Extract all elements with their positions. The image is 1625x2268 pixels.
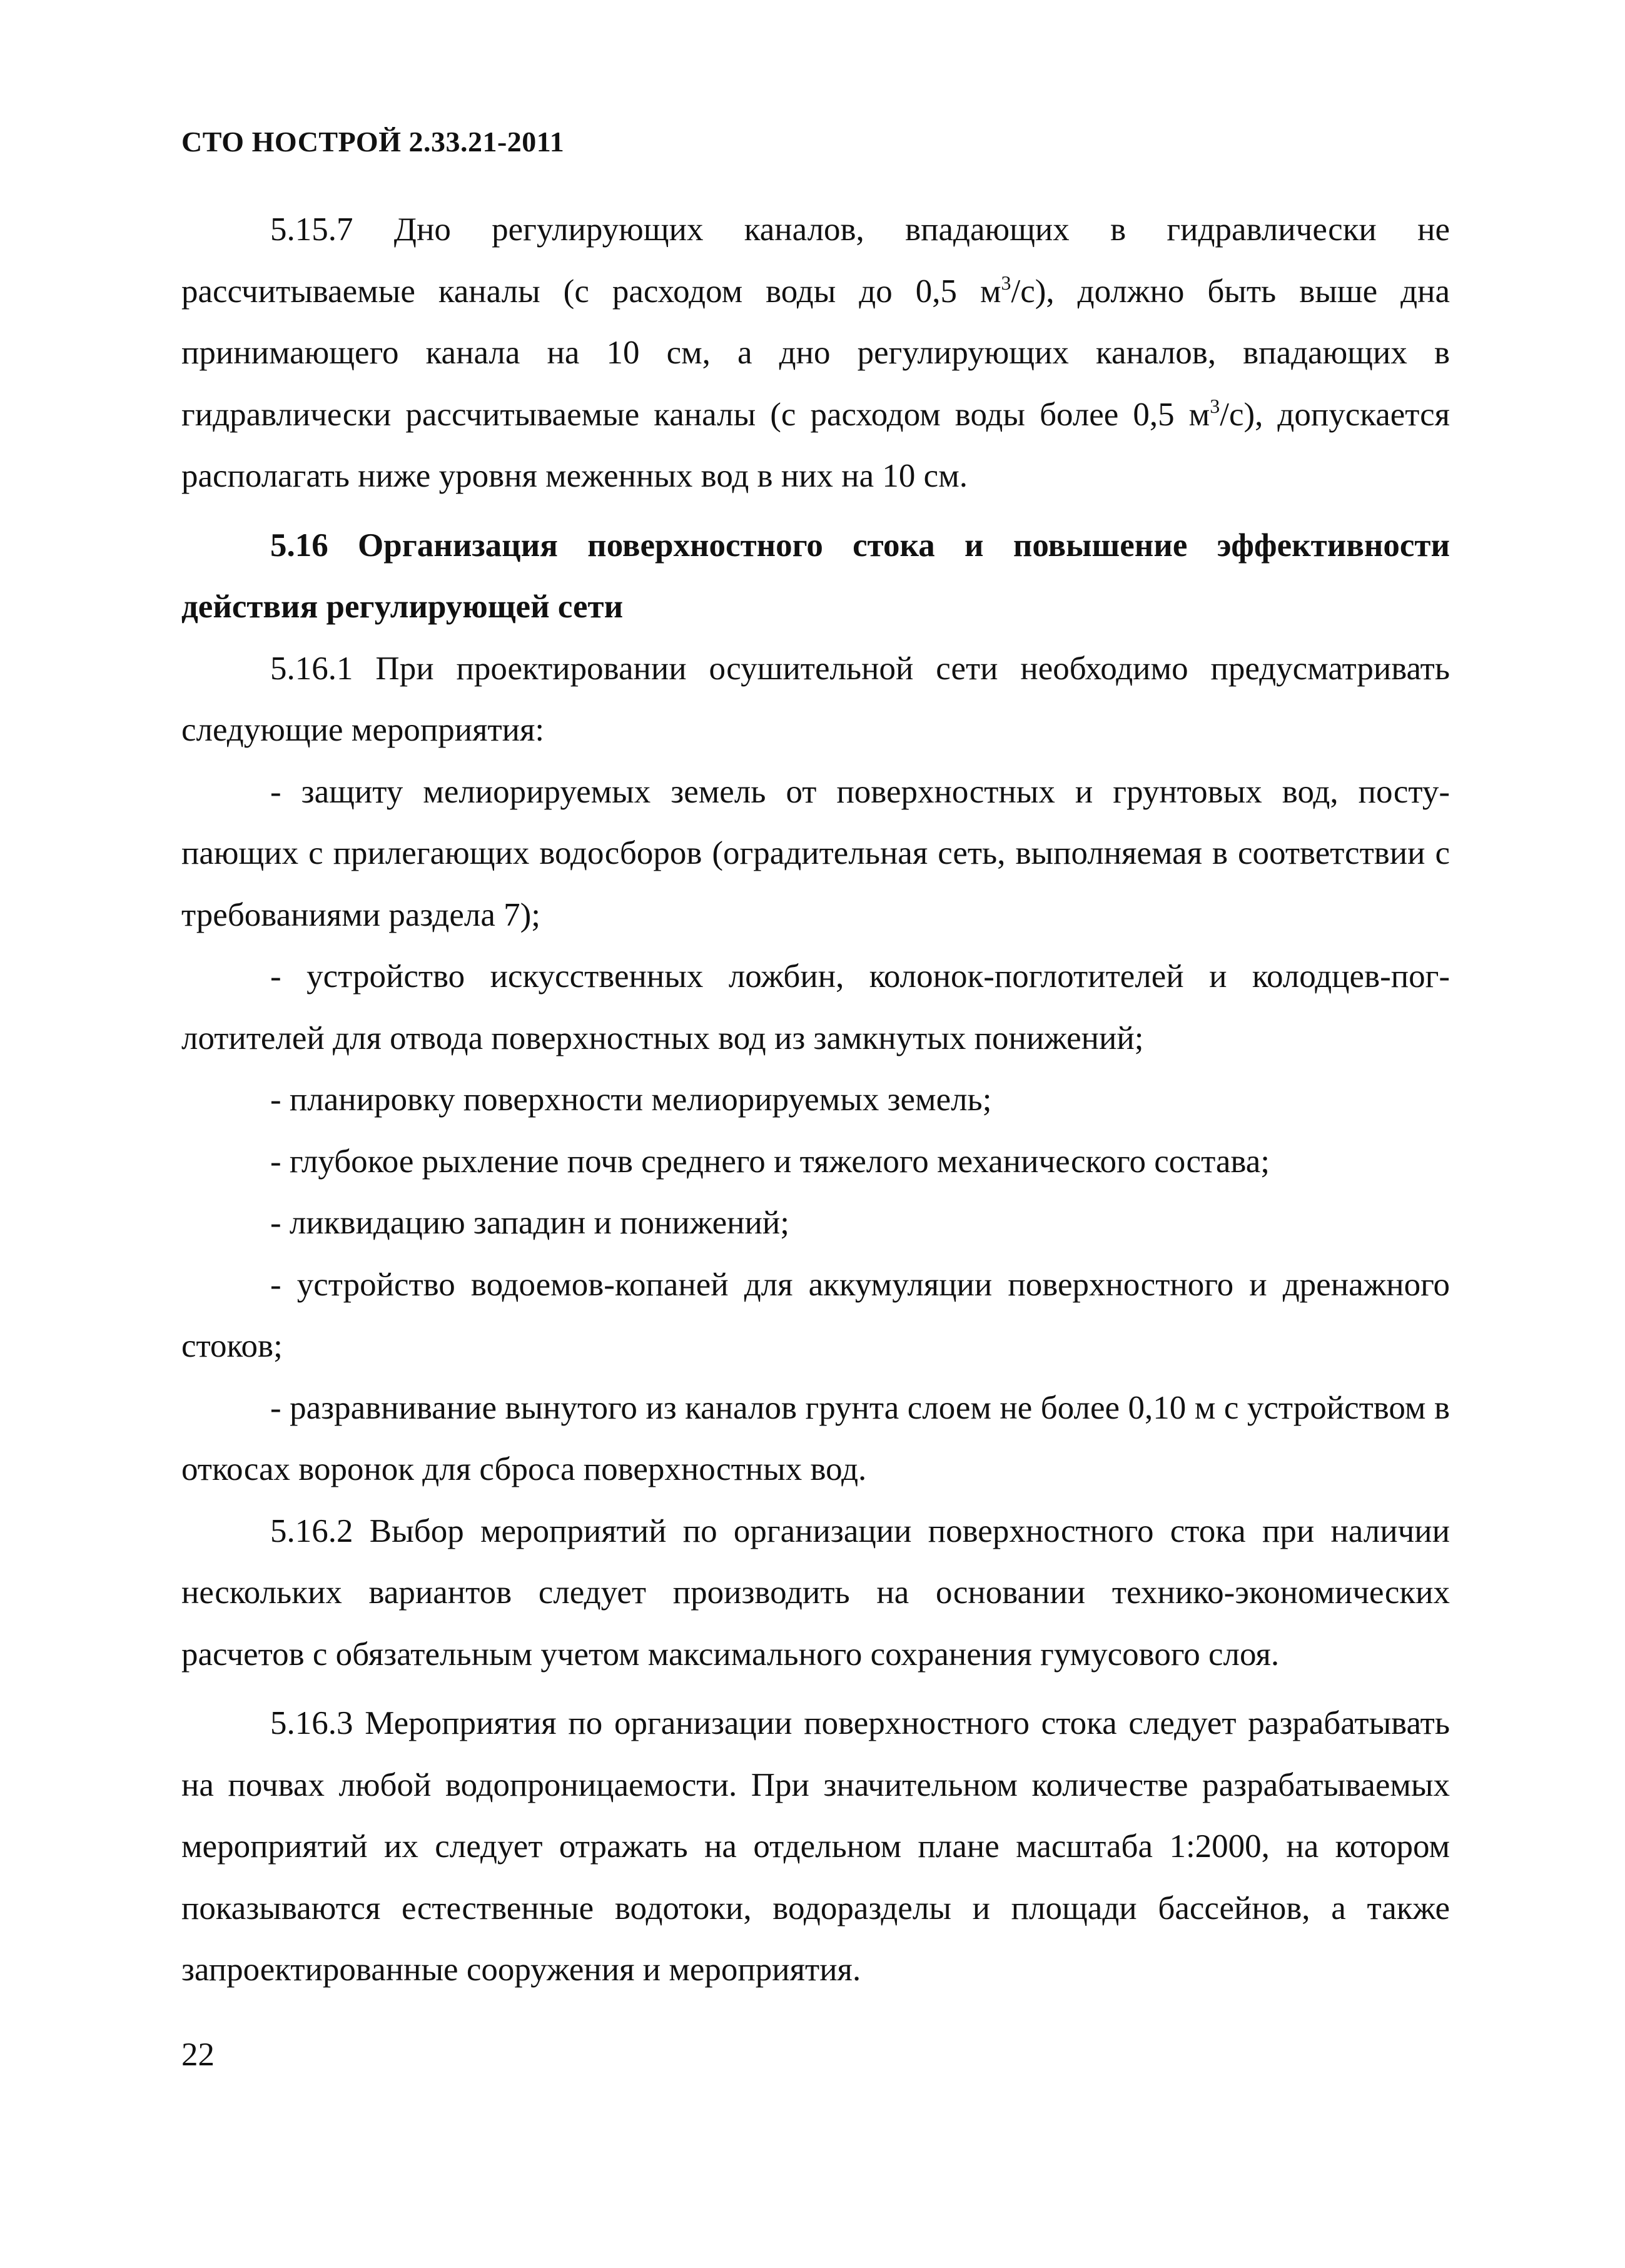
page-number: 22 bbox=[181, 2037, 215, 2073]
paragraph-5-15-7-text-2: /с), должно быть выше дна принимающего канала на 10 см, а дно регулирующих каналов, впадающих в гидравлически рассчитываемые каналы (с расходом воды более 0,5 м bbox=[181, 273, 1450, 433]
paragraph-5-16-1: 5.16.1 При проектировании осушительной сети необходимо предусматривать следующие мероприятия: bbox=[181, 650, 1450, 748]
paragraph-5-15-7 bbox=[181, 199, 1450, 507]
list-item: - ликвидацию западин и понижений; bbox=[270, 1205, 789, 1241]
paragraph-5-15-7-text-1: 5.15.7 Дно регулирующих каналов, впадающих в гидравлически не рассчитываемые каналы (с расходом воды до 0,5 м bbox=[181, 211, 1450, 310]
list-item: - устройство искусственных ложбин, колонок-поглотителей и колодцев-поглотителей для отвода поверхностных вод из замкнутых понижений; bbox=[181, 958, 1450, 1056]
list-item: - планировку поверхности мелиорируемых земель; bbox=[270, 1081, 992, 1118]
paragraph-5-16-3: 5.16.3 Мероприятия по организации поверхностного стока следует разрабатывать на почвах любой водопроницаемости. При значительном количестве разрабатываемых мероприятий их следует отражать на отдельном плане масштаба 1:2000, на котором показываются естественные водотоки, водоразделы и площади бассейнов, а также запроектированные сооружения и мероприятия. bbox=[181, 1705, 1450, 1988]
document-body bbox=[181, 199, 1450, 2001]
list-item: - защиту мелиорируемых земель от поверхностных и грунтовых вод, поступающих с прилегающих водосборов (оградительная сеть, выполняемая в соответствии с требованиями раздела 7); bbox=[181, 773, 1450, 933]
section-heading-5-16: 5.16 Организация поверхностного стока и повышение эффективности действия регулирующей сети bbox=[181, 527, 1450, 625]
document-header: СТО НОСТРОЙ 2.33.21-2011 bbox=[181, 126, 565, 158]
paragraph-5-16-2: 5.16.2 Выбор мероприятий по организации поверхностного стока при наличии нескольких вариантов следует производить на основании технико-экономических расчетов с обязательным учетом максимального сохранения гумусового слоя. bbox=[181, 1512, 1450, 1673]
list-item: - глубокое рыхление почв среднего и тяжелого механического состава; bbox=[270, 1143, 1270, 1180]
list-item: - устройство водоемов-копаней для аккумуляции поверхностного и дренажного стоков; bbox=[181, 1266, 1450, 1364]
list-item: - разравнивание вынутого из каналов грунта слоем не более 0,10 м с устройством в откосах воронок для сброса поверхностных вод. bbox=[181, 1389, 1450, 1487]
superscript-cubic-2: 3 bbox=[1210, 394, 1220, 417]
superscript-cubic-1: 3 bbox=[1001, 271, 1011, 294]
paragraph-5-15-7-text-3: /с), допускается располагать ниже уровня меженных вод в них на 10 см. bbox=[181, 396, 1450, 494]
